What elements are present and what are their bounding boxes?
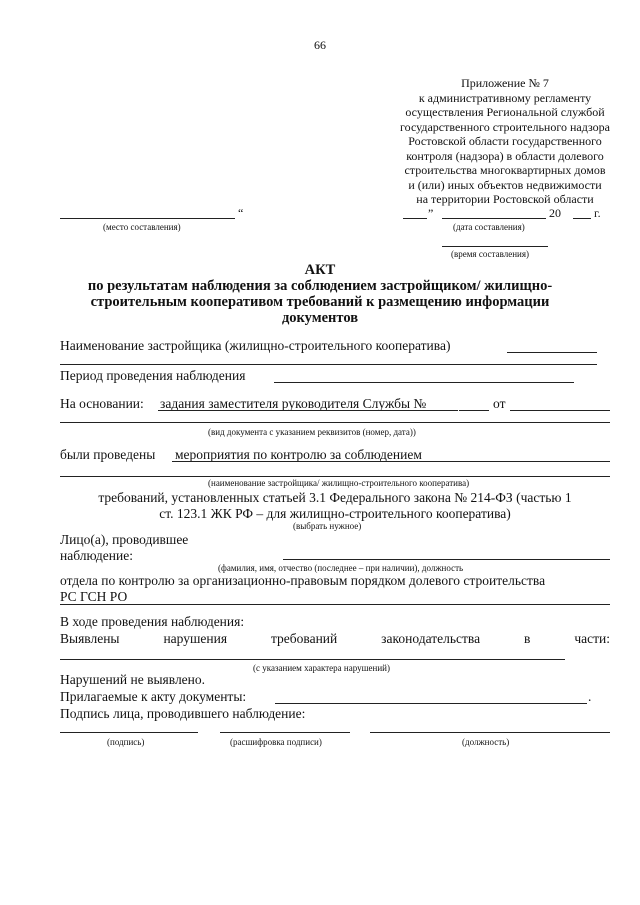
time-caption: (время составления) (451, 249, 529, 259)
date-caption: (дата составления) (453, 222, 525, 232)
month-line[interactable] (442, 218, 546, 219)
signature-line[interactable] (60, 732, 198, 733)
year-suffix: г. (594, 206, 601, 220)
signature-label: Подпись лица, проводившего наблюдение: (60, 706, 306, 721)
department-line: отдела по контролю за организационно-правовым порядком долевого строительства (60, 573, 546, 588)
period-label: Период проведения наблюдения (60, 368, 246, 383)
requirements-line: ст. 123.1 ЖК РФ – для жилищно-строительного кооператива) (159, 506, 511, 521)
title-line: по результатам наблюдения за соблюдением застройщиком/ жилищно- (87, 278, 553, 294)
basis-number-line[interactable] (459, 410, 489, 411)
person-label-line: наблюдение: (60, 548, 133, 563)
basis-date-line[interactable] (510, 410, 610, 411)
position-line[interactable] (370, 732, 610, 733)
revealed-word: в (524, 631, 531, 646)
appendix-line: на территории Ростовской области (416, 192, 594, 206)
developer-line-2[interactable] (60, 364, 597, 365)
place-quote: “ (238, 206, 244, 220)
title-line: АКТ (304, 262, 336, 278)
no-violations-text: Нарушений не выявлено. (60, 672, 206, 687)
place-line[interactable] (60, 218, 235, 219)
title-line: документов (281, 310, 359, 326)
appendix-line: государственного строительного надзора (400, 119, 610, 134)
person-label (60, 532, 188, 564)
appendix-line: контроля (надзора) в области долевого (406, 148, 604, 163)
department-line: РС ГСН РО (60, 589, 128, 604)
revealed-word: Выявлены (60, 631, 120, 646)
violations-line[interactable] (60, 659, 565, 660)
period-line[interactable] (274, 382, 574, 383)
revealed-row (60, 631, 610, 647)
day-quote: ” (428, 206, 434, 220)
appendix-line: Приложение № 7 (461, 76, 549, 90)
during-label: В ходе проведения наблюдения: (60, 614, 245, 629)
violations-caption: (с указанием характера нарушений) (253, 663, 390, 673)
person-line[interactable] (283, 559, 610, 560)
act-title (0, 262, 640, 326)
basis-from: от (493, 396, 506, 411)
revealed-word: части: (574, 631, 610, 646)
attached-line[interactable] (275, 703, 587, 704)
decoding-line[interactable] (220, 732, 350, 733)
decoding-caption: (расшифровка подписи) (230, 737, 322, 747)
conducted-line[interactable] (172, 461, 610, 462)
conducted-line-2[interactable] (60, 476, 610, 477)
conducted-value: мероприятия по контролю за соблюдением (175, 447, 422, 462)
revealed-word: законодательства (381, 631, 481, 646)
appendix-line: строительства многоквартирных домов (404, 163, 606, 177)
title-line: строительным кооперативом требований к размещению информации (90, 294, 550, 310)
appendix-line: к административному регламенту (418, 90, 592, 105)
conducted-caption: (наименование застройщика/ жилищно-строительного кооператива) (208, 478, 470, 488)
place-caption: (место составления) (103, 222, 181, 232)
year-prefix: 20 (549, 206, 561, 220)
page-number: 66 (314, 38, 326, 52)
basis-line-2[interactable] (60, 422, 610, 423)
basis-value: задания заместителя руководителя Службы № (160, 396, 427, 411)
appendix-line: и (или) иных объектов недвижимости (408, 177, 602, 192)
basis-caption: (вид документа с указанием реквизитов (номер, дата)) (208, 427, 416, 437)
revealed-word: нарушения (163, 631, 228, 646)
appendix-line: Ростовской области государственного (408, 134, 602, 148)
signature-caption: (подпись) (107, 737, 145, 747)
requirements-line: требований, установленных статьей 3.1 Федерального закона № 214-ФЗ (частью 1 (98, 490, 572, 505)
person-caption: (фамилия, имя, отчество (последнее – при наличии), должность (218, 563, 464, 573)
conducted-label: были проведены (60, 447, 156, 462)
choose-caption: (выбрать нужное) (293, 521, 362, 531)
day-line[interactable] (403, 218, 427, 219)
department-text (60, 573, 545, 605)
basis-label: На основании: (60, 396, 144, 411)
appendix-line: осуществления Региональной службой (405, 105, 605, 119)
department-underline[interactable] (60, 604, 610, 605)
revealed-word: требований (270, 631, 338, 646)
developer-label: Наименование застройщика (жилищно-строительного кооператива) (60, 338, 451, 353)
person-label-line: Лицо(а), проводившее (60, 532, 189, 547)
developer-line[interactable] (507, 352, 597, 353)
appendix-block (380, 76, 630, 207)
attached-end: . (588, 689, 592, 704)
basis-value-line (158, 410, 458, 411)
year-line[interactable] (573, 218, 591, 219)
requirements-text (50, 490, 620, 522)
time-line[interactable] (442, 246, 548, 247)
attached-label: Прилагаемые к акту документы: (60, 689, 247, 704)
position-caption: (должность) (462, 737, 510, 747)
